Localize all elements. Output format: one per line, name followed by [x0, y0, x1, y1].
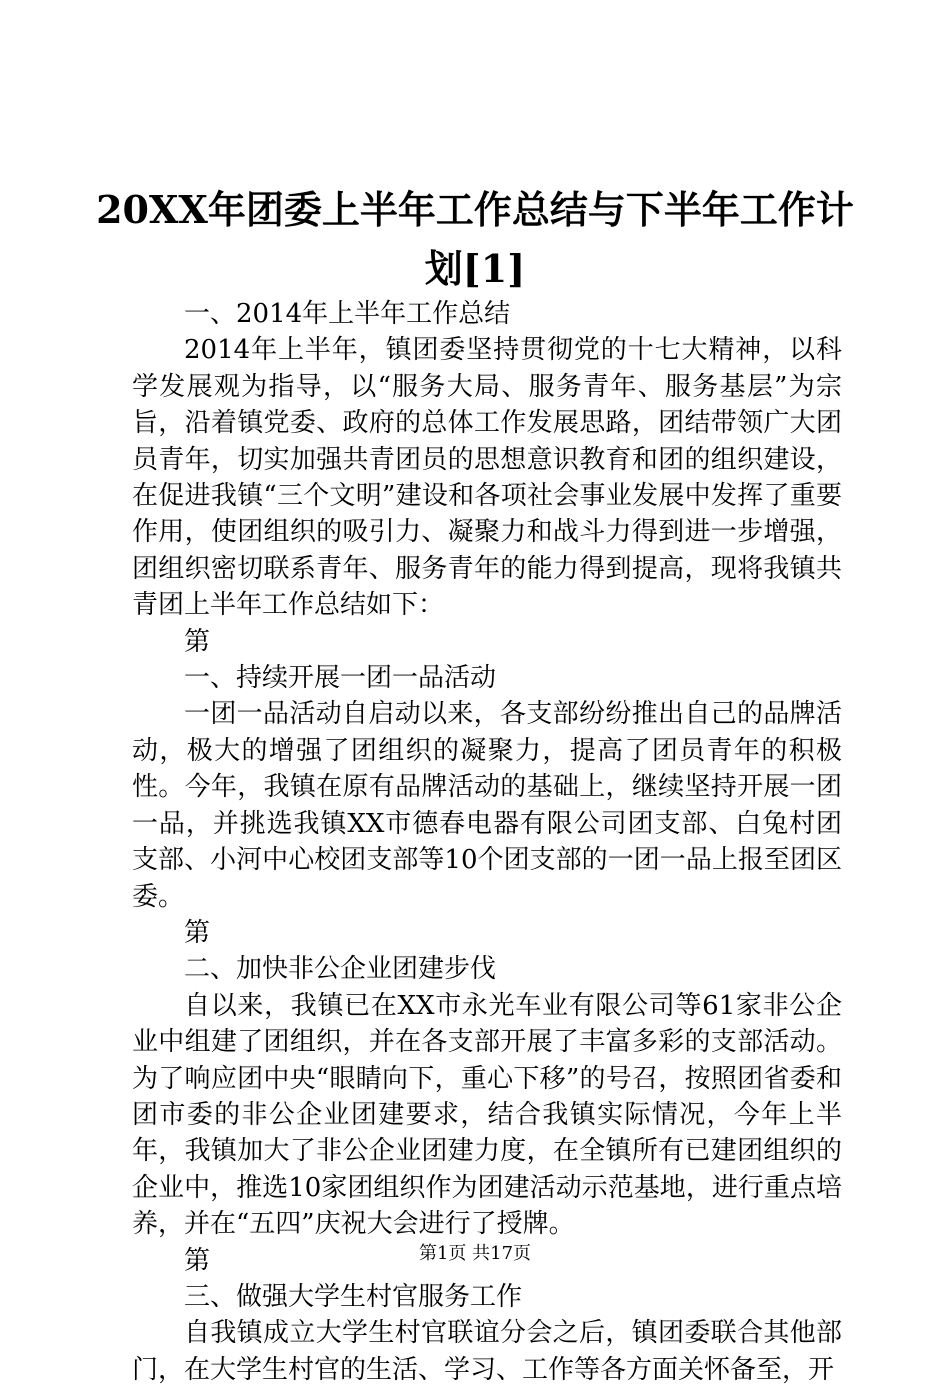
section-heading: 一、2014年上半年工作总结: [184, 299, 511, 329]
section-marker: 第: [184, 917, 211, 948]
section-marker: 第: [184, 626, 211, 657]
body-paragraph: 自我镇成立大学生村官联谊分会之后，镇团委联合其他部门，在大学生村官的生活、学习、工作等各方面关怀备至，开: [132, 1318, 842, 1385]
document-title-line-2: 划[1]: [424, 246, 526, 291]
body-paragraph: 自以来，我镇已在XX市永光车业有限公司等61家非公企业中组建了团组织，并在各支部开展了丰富多彩的支部活动。为了响应团中央“眼睛向下，重心下移”的号召，按照团省委和团市委的非公企业团建要求，结合我镇实际情况，今年上半年，我镇加大了非公企业团建力度，在全镇所有已建团组织的企业中，推选10家团组织作为团建活动示范基地，进行重点培养，并在“五四”庆祝大会进行了授牌。: [132, 990, 842, 1240]
page-number-footer: 第1页 共17页: [418, 1243, 532, 1264]
section-heading: 二、加快非公企业团建步伐: [184, 954, 497, 985]
document-body: [132, 296, 842, 1388]
section-heading: 一、持续开展一团一品活动: [184, 663, 497, 694]
body-paragraph: 一团一品活动自启动以来，各支部纷纷推出自己的品牌活动，极大的增强了团组织的凝聚力，提高了团员青年的积极性。今年，我镇在原有品牌活动的基础上，继续坚持开展一团一品，并挑选我镇XX市德春电器有限公司团支部、白兔村团支部、小河中心校团支部等10个团支部的一团一品上报至团区委。: [132, 699, 842, 912]
section-heading: 三、做强大学生村官服务工作: [184, 1281, 523, 1312]
body-paragraph: 2014年上半年，镇团委坚持贯彻党的十七大精神，以科学发展观为指导，以“服务大局、服务青年、服务基层”为宗旨，沿着镇党委、政府的总体工作发展思路，团结带领广大团员青年，切实加强共青团员的思想意识教育和团的组织建设，在促进我镇“三个文明”建设和各项社会事业发展中发挥了重要作用，使团组织的吸引力、凝聚力和战斗力得到进一步增强，团组织密切联系青年、服务青年的能力得到提高，现将我镇共青团上半年工作总结如下：: [132, 335, 842, 621]
document-title-line-1: 20XX年团委上半年工作总结与下半年工作计: [96, 187, 854, 232]
section-marker: 第: [184, 1245, 211, 1276]
